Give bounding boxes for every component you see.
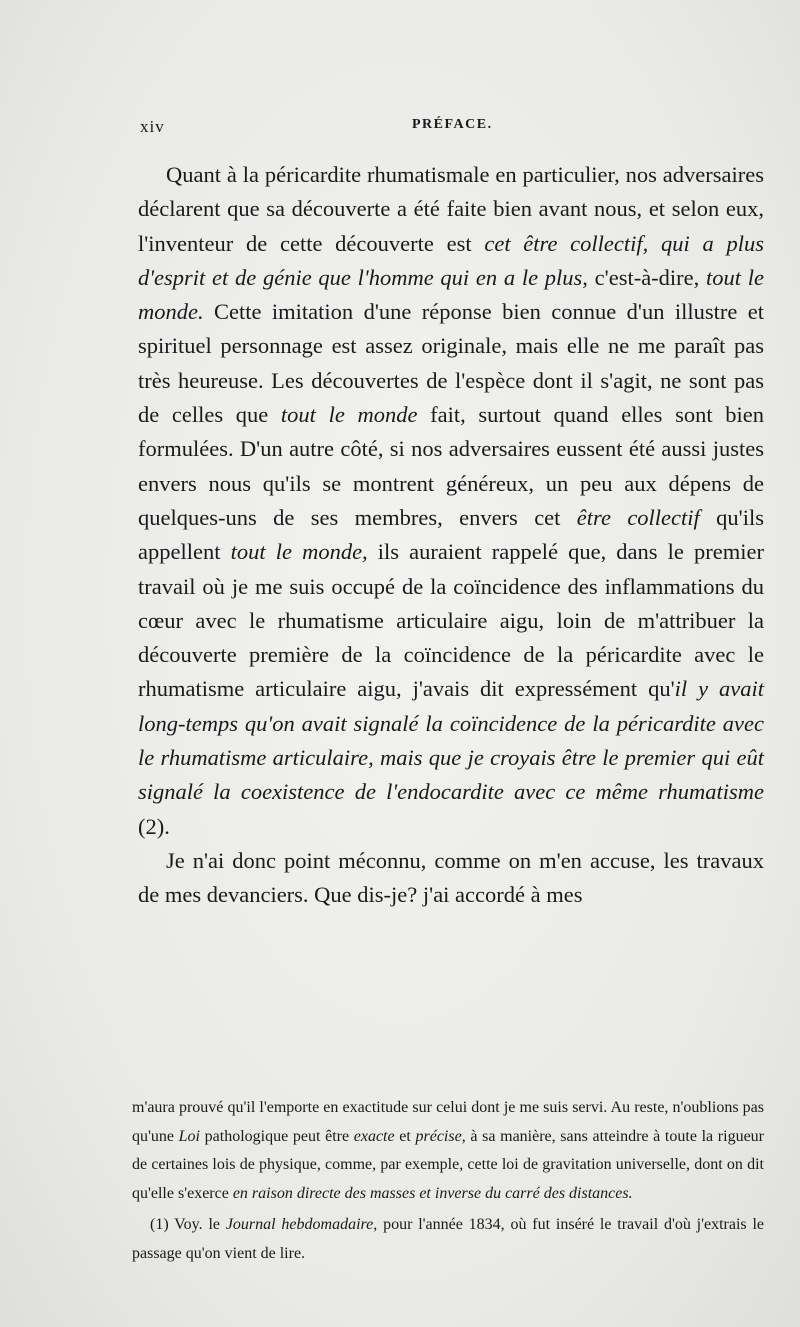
- italic-text: Journal hebdomadaire: [225, 1216, 374, 1233]
- page-header: [140, 117, 760, 143]
- paragraph-2: [138, 844, 764, 913]
- text-run: et: [394, 1127, 416, 1145]
- text-run: c'est-à-dire,: [587, 264, 707, 290]
- paragraph-1: [138, 158, 764, 844]
- italic-text: Loi: [178, 1127, 200, 1145]
- text-run: (2).: [138, 813, 170, 839]
- text-run: m'aura prouvé qu'il l'emporte en exactitude sur celui dont je me suis servi. Au reste, n'oublions pas qu'une: [132, 1099, 764, 1145]
- italic-text: être collectif: [576, 504, 700, 530]
- italic-text: exacte: [353, 1127, 395, 1145]
- italic-text: tout le monde: [280, 402, 418, 428]
- italic-text: en raison directe des masses et inverse du carré des distances.: [232, 1184, 633, 1202]
- main-text: [138, 158, 764, 913]
- text-run: (1) Voy. le: [150, 1216, 226, 1233]
- text-run: Je n'ai donc point méconnu, comme on m'en accuse, les travaux de mes devanciers. Que dis-je? j'ai accordé à mes: [138, 847, 764, 908]
- running-title: PRÉFACE.: [412, 117, 493, 132]
- text-run: fait, surtout quand elles sont bien formulées. D'un autre côté, si nos adversaires eussent été aussi justes envers nous qu'ils se montrent généreux, un peu aux dépens de quelques-uns de ses membres, envers cet: [138, 402, 764, 530]
- page-number: xiv: [140, 117, 165, 136]
- footnote-continued: [132, 1094, 764, 1208]
- text-run: Cette imitation d'une réponse bien connue d'un illustre et spirituel personnage est assez originale, mais elle ne me paraît pas très heureuse. Les découvertes de l'espèce dont il s'agit, ne sont pas de celles que: [138, 299, 764, 428]
- footnotes: [132, 1094, 764, 1268]
- text-run: Quant à la péricardite rhumatismale en particulier, nos adversaires déclarent que sa découverte a été faite bien avant nous, et selon eux, l'inventeur de cette découverte est: [138, 162, 764, 256]
- italic-text: tout le monde,: [230, 539, 368, 565]
- text-run: , pour l'année 1834, où fut inséré le travail d'où j'extrais le passage qu'on vient de lire.: [132, 1216, 765, 1262]
- italic-text: cet être collectif, qui a plus d'esprit et de génie que l'homme qui en a le plus,: [138, 230, 764, 290]
- text-run: , à sa manière, sans atteindre à toute la rigueur de certaines lois de physique, comme, par exemple, cette loi de gravitation universelle, dont on dit qu'elle s'exerce: [132, 1127, 765, 1202]
- italic-text: tout le monde.: [138, 264, 764, 325]
- text-run: qu'ils appellent: [138, 504, 764, 565]
- text-run: pathologique peut être: [200, 1127, 354, 1145]
- italic-text: précise: [415, 1127, 462, 1145]
- italic-text: il y avait long-temps qu'on avait signalé la coïncidence de la péricardite avec le rhumatisme articulaire, mais que je croyais être le premier qui eût signalé la coexistence de l'endocardite avec ce même rhumatisme: [138, 676, 764, 805]
- text-run: ils auraient rappelé que, dans le premier travail où je me suis occupé de la coïncidence des inflammations du cœur avec le rhumatisme articulaire aigu, loin de m'attribuer la découverte première de la coïncidence de la péricardite avec le rhumatisme articulaire aigu, j'avais dit expressément qu': [138, 539, 764, 702]
- footnote-1: [132, 1211, 764, 1268]
